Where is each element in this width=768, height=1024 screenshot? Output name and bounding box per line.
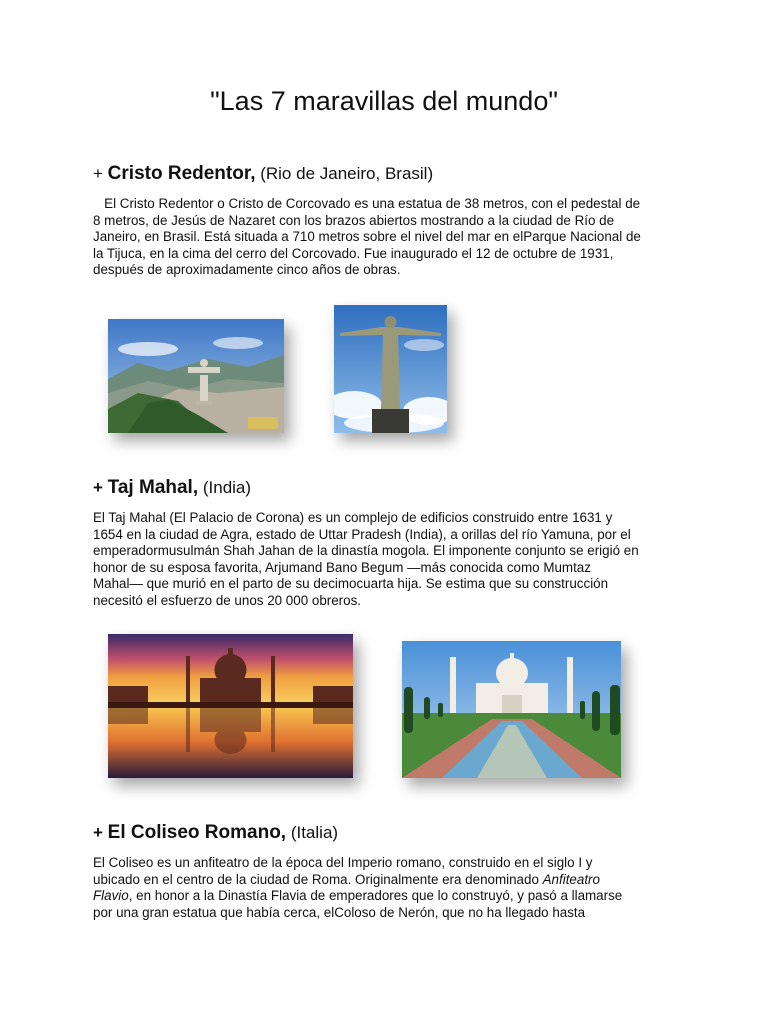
heading-name: Taj Mahal, (107, 477, 199, 498)
paragraph-line: 8 metros, de Jesús de Nazaret con los brazos abiertos mostrando a la ciudad de Río de (93, 212, 615, 228)
taj-mahal-daytime-photo (402, 641, 621, 778)
paragraph-italic-text: Anfiteatro (542, 871, 600, 887)
paragraph-line: El Coliseo es un anfiteatro de la época del Imperio romano, construido en el siglo I y (93, 855, 593, 870)
section-heading-taj-mahal (93, 477, 251, 499)
paragraph-line: Mahal— que murió en el parto de su decimocuarta hija. Se estima que su construcción (93, 576, 609, 592)
paragraph-line (93, 888, 683, 905)
paragraph-line: Janeiro, en Brasil. Está situada a 710 metros sobre el nivel del mar en elParque Nacional de (93, 229, 641, 245)
paragraph-line: El Cristo Redentor o Cristo de Corcovado es una estatua de 38 metros, con el pedestal de (93, 196, 641, 211)
section-paragraph-cristo-redentor (93, 196, 683, 279)
paragraph-italic-text: Flavio (93, 888, 129, 904)
paragraph-line: por una gran estatua que había cerca, elColoso de Nerón, que no ha llegado hasta (93, 904, 586, 920)
paragraph-text: , en honor a la Dinastía Flavia de emperadores que lo construyó, y pasó a llamarse (128, 888, 623, 904)
paragraph-line: emperadormusulmán Shah Jahan de la dinastía mogola. El imponente conjunto se erigió en (93, 543, 639, 559)
paragraph-text: ubicado en el centro de la ciudad de Roma. Originalmente era denominado (93, 871, 543, 887)
heading-location: (Rio de Janeiro, Brasil) (260, 164, 434, 183)
section-heading-cristo-redentor (93, 163, 433, 185)
heading-plus: + (93, 478, 103, 497)
paragraph-line: después de aproximadamente cinco años de obras. (93, 262, 401, 278)
section-paragraph-taj-mahal (93, 510, 683, 610)
paragraph-line: necesitó el esfuerzo de unos 20 000 obreros. (93, 592, 361, 608)
section-paragraph-coliseo-romano (93, 855, 683, 921)
heading-location: (India) (202, 478, 252, 497)
heading-name: El Coliseo Romano, (107, 822, 287, 843)
paragraph-line: honor de su esposa favorita, Arjumand Bano Begum —más conocida como Mumtaz (93, 559, 591, 575)
cristo-redentor-aerial-photo (108, 319, 284, 433)
paragraph-line (93, 872, 683, 889)
page-title: "Las 7 maravillas del mundo" (210, 86, 558, 116)
heading-plus: + (93, 823, 103, 842)
paragraph-line: 1654 en la ciudad de Agra, estado de Uttar Pradesh (India), a orillas del río Yamuna, por el (93, 526, 631, 542)
taj-mahal-sunset-photo (108, 634, 353, 778)
paragraph-line: El Taj Mahal (El Palacio de Corona) es un complejo de edificios construido entre 1631 y (93, 510, 613, 525)
section-heading-coliseo-romano (93, 822, 338, 844)
cristo-redentor-statue-photo (334, 305, 447, 433)
heading-plus: + (93, 164, 103, 183)
heading-name: Cristo Redentor, (107, 163, 256, 184)
paragraph-line: la Tijuca, en la cima del cerro del Corcovado. Fue inaugurado el 12 de octubre de 1931, (93, 245, 614, 261)
heading-location: (Italia) (290, 823, 339, 842)
